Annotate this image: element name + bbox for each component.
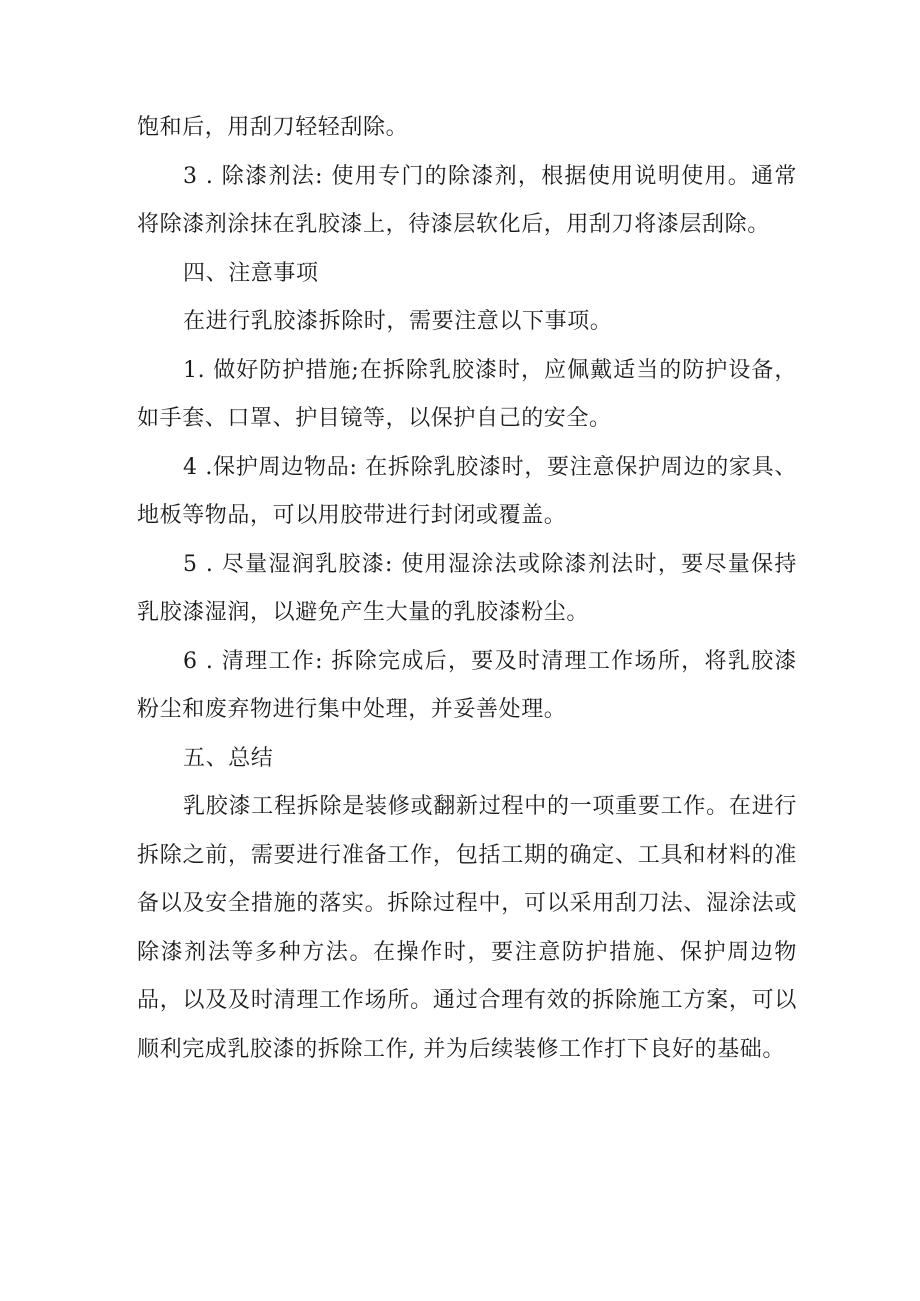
paragraph-method-3: 3 . 除漆剂法: 使用专门的除漆剂，根据使用说明使用。通常将除漆剂涂抹在乳胶漆上，待漆层软化后，用刮刀将漆层刮除。 xyxy=(137,163,797,237)
paragraph-precaution-4: 4 .保护周边物品: 在拆除乳胶漆时，要注意保护周边的家具、地板等物品，可以用胶带进行封闭或覆盖。 xyxy=(137,454,797,528)
paragraph-precaution-5: 5 . 尽量湿润乳胶漆: 使用湿涂法或除漆剂法时，要尽量保持乳胶漆湿润，以避免产生大量的乳胶漆粉尘。 xyxy=(137,551,797,625)
paragraph-continuation: 饱和后，用刮刀轻轻刮除。 xyxy=(137,115,409,140)
paragraph-summary: 乳胶漆工程拆除是装修或翻新过程中的一项重要工作。在进行拆除之前，需要进行准备工作，包括工期的确定、工具和材料的准备以及安全措施的落实。拆除过程中，可以采用刮刀法、湿涂法或除漆剂法等多种方法。在操作时，要注意防护措施、保护周边物品，以及及时清理工作场所。通过合理有效的拆除施工方案，可以顺利完成乳胶漆的拆除工作, 并为后续装修工作打下良好的基础。 xyxy=(137,794,797,1062)
section-heading-summary: 五、总结 xyxy=(183,745,274,771)
paragraph-precautions-intro: 在进行乳胶漆拆除时，需要注意以下事项。 xyxy=(183,309,613,334)
section-heading-precautions: 四、注意事项 xyxy=(183,260,319,286)
paragraph-precaution-6: 6 . 清理工作: 拆除完成后，要及时清理工作场所，将乳胶漆粉尘和废弃物进行集中处理，并妥善处理。 xyxy=(137,648,797,722)
paragraph-precaution-1: 1. 做好防护措施;在拆除乳胶漆时，应佩戴适当的防护设备，如手套、口罩、护目镜等，以保护自己的安全。 xyxy=(137,357,797,431)
document-body xyxy=(137,104,797,1074)
